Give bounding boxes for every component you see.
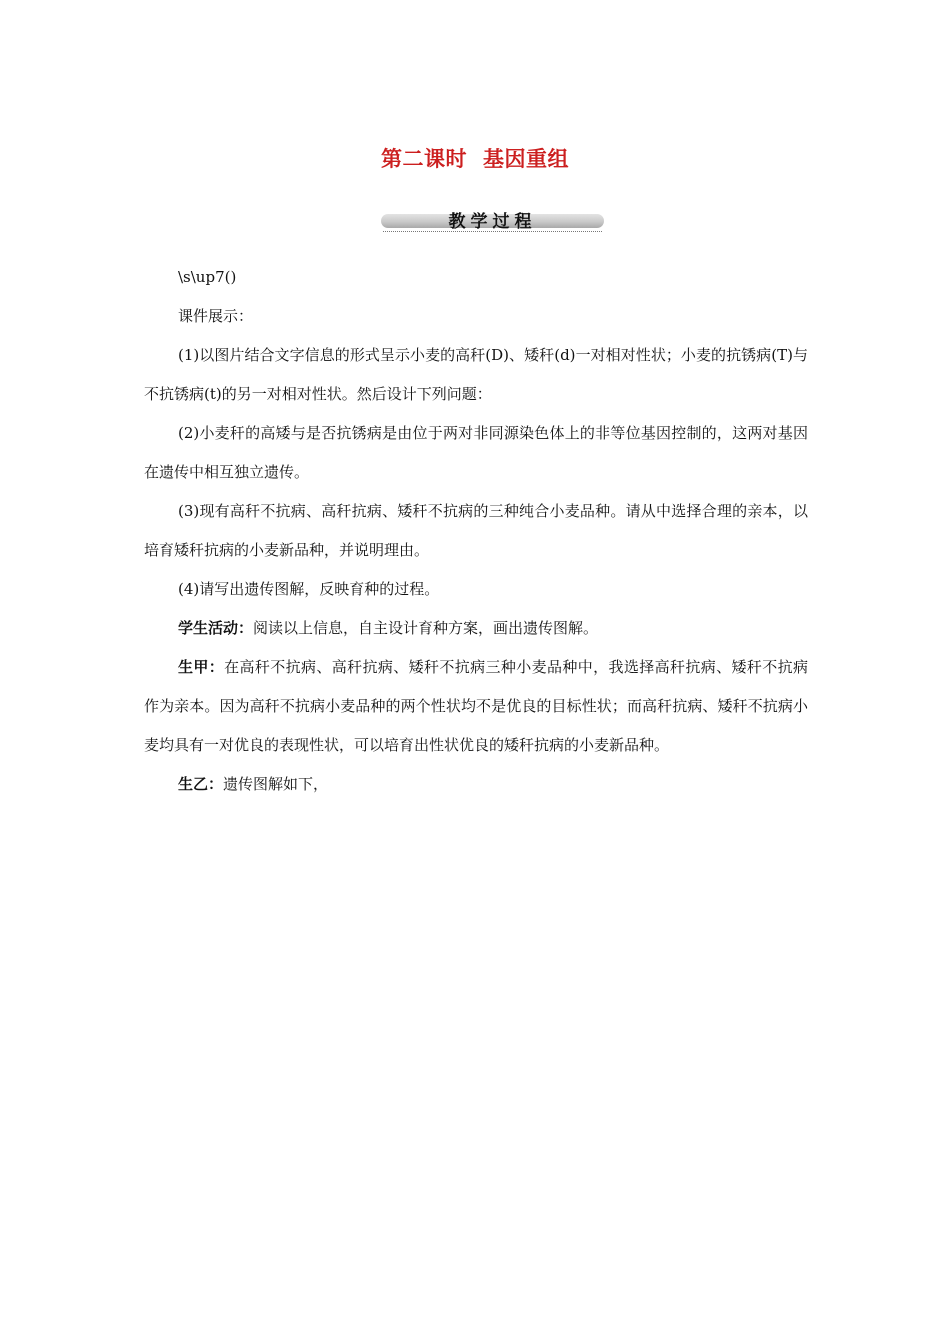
question-item-2: (2)小麦秆的高矮与是否抗锈病是由位于两对非同源染色体上的非等位基因控制的，这两对基因在遗传中相互独立遗传。 — [144, 424, 808, 481]
student-b-label: 生乙： — [178, 775, 224, 793]
lesson-title-part2: 基因重组 — [483, 147, 569, 171]
student-activity-paragraph — [144, 609, 808, 648]
student-activity-text: 阅读以上信息，自主设计育种方案，画出遗传图解。 — [253, 619, 599, 637]
question-item-1: (1)以图片结合文字信息的形式呈示小麦的高秆(D)、矮秆(d)一对相对性状；小麦的抗锈病(T)与不抗锈病(t)的另一对相对性状。然后设计下列问题： — [144, 346, 808, 403]
field-code-text: \s\up7() — [178, 268, 237, 286]
student-a-text: 在高秆不抗病、高秆抗病、矮秆不抗病三种小麦品种中，我选择高秆抗病、矮秆不抗病作为亲本。因为高秆不抗病小麦品种的两个性状均不是优良的目标性状；而高秆抗病、矮秆不抗病小麦均具有一对优良的表现性状，可以培育出性状优良的矮秆抗病的小麦新品种。 — [144, 658, 808, 754]
lesson-content — [144, 258, 808, 804]
lesson-title-part1: 第二课时 — [381, 147, 467, 171]
section-banner-title: 教学过程 — [448, 212, 537, 232]
student-activity-label: 学生活动： — [178, 619, 254, 637]
student-a-paragraph — [144, 648, 808, 765]
intro-label: 课件展示： — [178, 307, 254, 325]
question-item-3: (3)现有高秆不抗病、高秆抗病、矮秆不抗病的三种纯合小麦品种。请从中选择合理的亲本，以培育矮秆抗病的小麦新品种，并说明理由。 — [144, 502, 808, 559]
student-a-label: 生甲： — [178, 658, 225, 676]
lesson-title — [0, 143, 950, 173]
question-item-4: (4)请写出遗传图解，反映育种的过程。 — [178, 580, 440, 598]
student-b-text: 遗传图解如下， — [223, 775, 329, 793]
section-banner — [381, 207, 604, 233]
student-b-paragraph — [144, 765, 808, 804]
